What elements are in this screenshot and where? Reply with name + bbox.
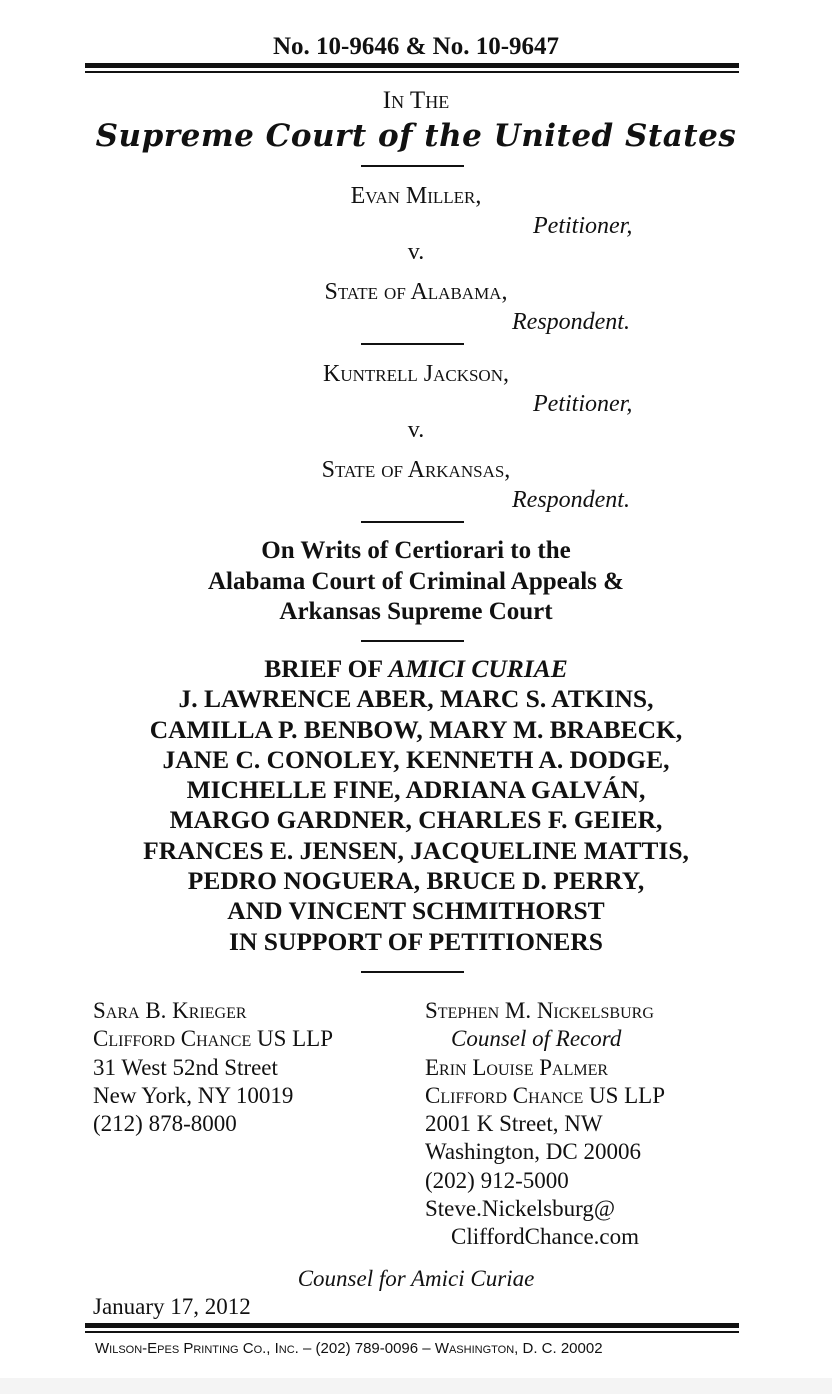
brief-amici-line: MICHELLE FINE, ADRIANA GALVÁN, (186, 775, 646, 805)
header-rule-thin (85, 71, 739, 73)
brief-support-line: IN SUPPORT OF PETITIONERS (229, 926, 603, 956)
counsel-left-block (93, 997, 333, 1138)
case1-petitioner-name: Evan Miller, (350, 183, 482, 209)
court-name: Supreme Court of the United States (95, 118, 737, 154)
case2-versus: v. (407, 417, 425, 443)
counsel-street: 31 West 52nd Street (93, 1054, 278, 1080)
case2-respondent-role: Respondent. (512, 487, 630, 513)
writs-heading (0, 536, 832, 628)
divider-rule (361, 165, 464, 167)
brief-amici-line: JANE C. CONOLEY, KENNETH A. DODGE, (162, 744, 670, 774)
page-bottom-shade (0, 1378, 832, 1394)
counsel-city: Washington, DC 20006 (425, 1139, 642, 1165)
case1-respondent-name: State of Alabama, (324, 279, 508, 305)
case1-petitioner-role: Petitioner, (533, 213, 633, 239)
counsel-street: 2001 K Street, NW (425, 1111, 603, 1137)
brief-title-prefix: BRIEF OF (264, 654, 389, 683)
counsel-firm: Clifford Chance US LLP (425, 1082, 666, 1108)
brief-amici-line: CAMILLA P. BENBOW, MARY M. BRABECK, (149, 714, 683, 744)
divider-rule (361, 343, 464, 345)
printer-city: Washington, D. C. 20002 (434, 1340, 603, 1357)
docket-number: No. 10-9646 & No. 10-9647 (272, 33, 560, 60)
counsel-name: Stephen M. Nickelsburg (425, 998, 654, 1023)
brief-amici-line: AND VINCENT SCHMITHORST (227, 896, 605, 926)
divider-rule (361, 640, 464, 642)
footer-rule-thick (85, 1323, 739, 1328)
counsel-right-block (425, 997, 665, 1252)
counsel-email: Steve.Nickelsburg@ (425, 1196, 616, 1222)
counsel-of-record-label: Counsel of Record (451, 1026, 622, 1052)
counsel-city: New York, NY 10019 (93, 1082, 294, 1108)
brief-title-line (0, 654, 832, 684)
divider-rule (361, 971, 464, 973)
footer-rule-thin (85, 1331, 739, 1333)
counsel-name-2: Erin Louise Palmer (425, 1054, 609, 1080)
printer-line (95, 1340, 603, 1357)
counsel-for-amici: Counsel for Amici Curiae (297, 1266, 535, 1291)
divider-rule (361, 521, 464, 523)
counsel-firm: Clifford Chance US LLP (93, 1026, 334, 1052)
counsel-name: Sara B. Krieger (93, 998, 247, 1023)
brief-amici-line: J. LAWRENCE ABER, MARC S. ATKINS, (178, 684, 654, 714)
case2-petitioner-role: Petitioner, (533, 391, 633, 417)
brief-title (0, 654, 832, 957)
printer-name: Wilson-Epes Printing Co., Inc. (95, 1340, 299, 1357)
case2-petitioner-name: Kuntrell Jackson, (322, 361, 509, 387)
brief-amici-line: FRANCES E. JENSEN, JACQUELINE MATTIS, (143, 835, 689, 865)
counsel-phone: (212) 878-8000 (93, 1111, 237, 1137)
printer-phone: – (202) 789-0096 – (303, 1340, 431, 1357)
case1-respondent-role: Respondent. (512, 309, 630, 335)
case1-versus: v. (407, 239, 425, 265)
in-the-label: In The (382, 87, 450, 114)
filing-date: January 17, 2012 (93, 1294, 251, 1319)
brief-amici-line: PEDRO NOGUERA, BRUCE D. PERRY, (187, 866, 645, 896)
writs-line: Arkansas Supreme Court (279, 598, 553, 625)
writs-line: Alabama Court of Criminal Appeals & (208, 567, 624, 595)
writs-line: On Writs of Certiorari to the (261, 537, 571, 564)
counsel-email-cont: CliffordChance.com (451, 1224, 639, 1250)
header-rule-thick (85, 63, 739, 68)
brief-amici-line: MARGO GARDNER, CHARLES F. GEIER, (169, 805, 663, 835)
case2-respondent-name: State of Arkansas, (321, 457, 511, 483)
counsel-phone: (202) 912-5000 (425, 1167, 569, 1193)
brief-title-amici: AMICI CURIAE (388, 654, 568, 683)
